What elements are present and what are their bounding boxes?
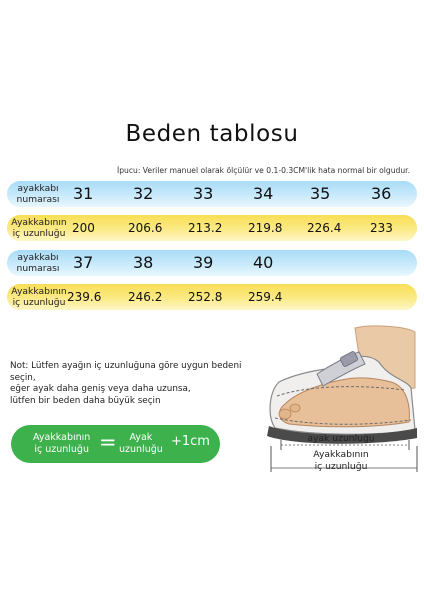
formula-left: [33, 432, 90, 456]
length-value: 200: [72, 221, 95, 235]
sizing-note: [10, 361, 260, 407]
row-label-line2: iç uzunluğu: [12, 297, 66, 308]
row-label: [10, 217, 68, 239]
formula-left-line1: Ayakkabının: [33, 432, 91, 443]
row-label-line2: numarası: [16, 194, 60, 205]
row-label-line1: ayakkabı: [17, 183, 59, 194]
note-line: eğer ayak daha geniş veya daha uzunsa,: [10, 384, 191, 394]
measurement-tip: İpucu: Veriler manuel olarak ölçülür ve 0.1-0.3CM'lik hata normal bir olgudur.: [116, 166, 410, 175]
row-label-line1: Ayakkabının: [11, 217, 67, 228]
formula-badge: [11, 425, 220, 463]
row-label: [13, 183, 63, 205]
row-label: [13, 252, 63, 274]
page-title: Beden tablosu: [125, 121, 299, 147]
length-value: 239.6: [67, 290, 102, 304]
length-value: 259.4: [248, 290, 283, 304]
length-value: 213.2: [188, 221, 223, 235]
equals-sign: =: [99, 430, 117, 454]
row-label-line2: iç uzunluğu: [12, 228, 66, 239]
inner-length-line1: Ayakkabının: [313, 449, 369, 460]
size-row-band: [7, 181, 417, 207]
length-value: 252.8: [188, 290, 223, 304]
size-value: 32: [133, 184, 154, 203]
formula-middle: [119, 432, 163, 456]
size-value: 33: [193, 184, 214, 203]
formula-left-line2: iç uzunluğu: [34, 444, 89, 455]
formula-mid-line2: uzunluğu: [119, 444, 163, 455]
length-value: 246.2: [128, 290, 163, 304]
size-value: 40: [253, 253, 274, 272]
row-label-line1: Ayakkabının: [11, 286, 67, 297]
size-value: 34: [253, 184, 274, 203]
length-value: 233: [370, 221, 393, 235]
size-value: 38: [133, 253, 154, 272]
length-value: 206.6: [128, 221, 163, 235]
toe-shape: [290, 404, 300, 412]
foot-length-label: ayak uzunluğu: [307, 433, 375, 444]
size-value: 36: [371, 184, 392, 203]
inner-length-label: [296, 449, 386, 472]
note-line: Not: Lütfen ayağın iç uzunluğuna göre uygun bedeni seçin,: [10, 361, 242, 383]
size-value: 37: [73, 253, 94, 272]
size-value: 39: [193, 253, 214, 272]
formula-plus-1cm: +1cm: [171, 434, 210, 449]
formula-mid-line1: Ayak: [129, 432, 153, 443]
size-value: 31: [73, 184, 94, 203]
length-row-band: [7, 215, 417, 241]
length-value: 226.4: [307, 221, 342, 235]
row-label-line1: ayakkabı: [17, 252, 59, 263]
length-value: 219.8: [248, 221, 283, 235]
size-row-band: [7, 250, 417, 276]
length-row-band: [7, 284, 417, 310]
row-label: [10, 286, 68, 308]
inner-length-line2: iç uzunluğu: [314, 460, 368, 472]
row-label-line2: numarası: [16, 263, 60, 274]
toe-shape: [279, 409, 291, 419]
note-line: lütfen bir beden daha büyük seçin: [10, 395, 161, 406]
size-value: 35: [310, 184, 331, 203]
